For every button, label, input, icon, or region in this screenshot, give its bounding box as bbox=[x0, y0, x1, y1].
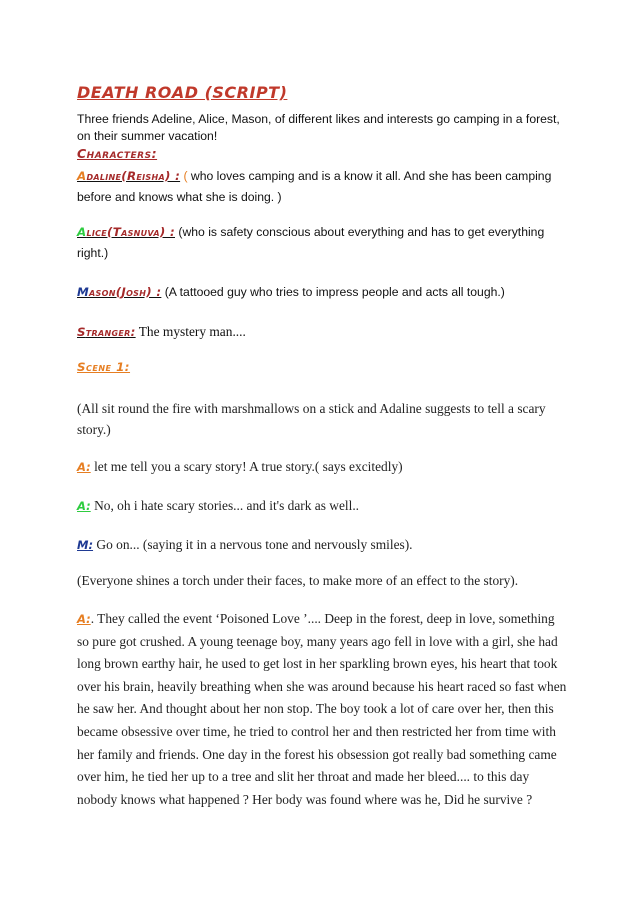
character-name-rest: lice(Tasnuva) : bbox=[86, 225, 175, 239]
character-name bbox=[77, 225, 175, 239]
story-paragraph bbox=[77, 608, 567, 811]
speaker-tag: A: bbox=[77, 460, 91, 474]
dialogue-text: let me tell you a scary story! A true story.( says excitedly) bbox=[94, 459, 403, 474]
speaker-tag: A: bbox=[77, 499, 91, 513]
scene-heading: Scene 1: bbox=[77, 360, 131, 374]
dialogue-text: No, oh i hate scary stories... and it's dark as well.. bbox=[94, 498, 360, 513]
character-initial: A bbox=[77, 225, 87, 239]
script-title: DEATH ROAD (SCRIPT) bbox=[77, 83, 288, 102]
character-initial: A bbox=[77, 169, 87, 183]
character-name bbox=[77, 325, 136, 339]
character-entry-stranger bbox=[77, 321, 562, 343]
dialogue-text: Go on... (saying it in a nervous tone and nervously smiles). bbox=[96, 537, 413, 552]
character-name bbox=[77, 285, 161, 299]
stage-direction: (All sit round the fire with marshmallows on a stick and Adaline suggests to tell a scary story.) bbox=[77, 401, 546, 437]
dialogue-line-alice bbox=[77, 495, 567, 517]
character-name bbox=[77, 169, 180, 183]
character-name-rest: tranger: bbox=[85, 325, 136, 339]
character-description: (A tattooed guy who tries to impress people and acts all tough.) bbox=[164, 285, 505, 299]
intro-paragraph: Three friends Adeline, Alice, Mason, of different likes and interests go camping in a forest, on their summer vacation! bbox=[77, 112, 560, 143]
speaker-tag: M: bbox=[77, 538, 94, 552]
stage-direction: (Everyone shines a torch under their faces, to make more of an effect to the story). bbox=[77, 573, 519, 588]
character-initial: S bbox=[77, 325, 86, 339]
character-entry-adaline bbox=[77, 166, 562, 208]
character-description: The mystery man.... bbox=[138, 324, 246, 339]
character-description: (who is safety conscious about everything and has to get everything right.) bbox=[77, 225, 545, 260]
character-name-rest: daline(Reisha) : bbox=[86, 169, 181, 183]
dialogue-line-mason bbox=[77, 534, 567, 556]
character-initial: M bbox=[77, 285, 90, 299]
character-name-rest: ason(Josh) : bbox=[89, 285, 162, 299]
speaker-tag: A: bbox=[77, 612, 91, 626]
character-entry-alice bbox=[77, 222, 562, 264]
story-text: . They called the event ‘Poisoned Love ’.... Deep in the forest, deep in love, something so pure got crushed. A young teenage boy, many years ago fell in love with a girl, she had long brown earthy hair, he used to get lost in her sparkling brown eyes, his heart that took over his brain, heavily breathing when she was around because his heart raced so fast when he saw her. And thought about her non stop. The boy took a lot of care over her, then this became obsessive over time, he tried to control her and then restricted her from time with her family and friends. One day in the forest his obsession got really bad something came over him, he tied her up to a tree and slit her throat and made her bleed.... to this day nobody knows what happened ? Her body was found where was he, Did he survive ? bbox=[77, 611, 567, 807]
dialogue-line-adaline bbox=[77, 456, 567, 478]
character-description: who loves camping and is a know it all. And she has been camping before and knows what she is doing. ) bbox=[77, 169, 552, 204]
character-bracket: ( bbox=[183, 169, 188, 183]
characters-heading: Characters: bbox=[77, 146, 158, 161]
character-entry-mason bbox=[77, 282, 562, 303]
